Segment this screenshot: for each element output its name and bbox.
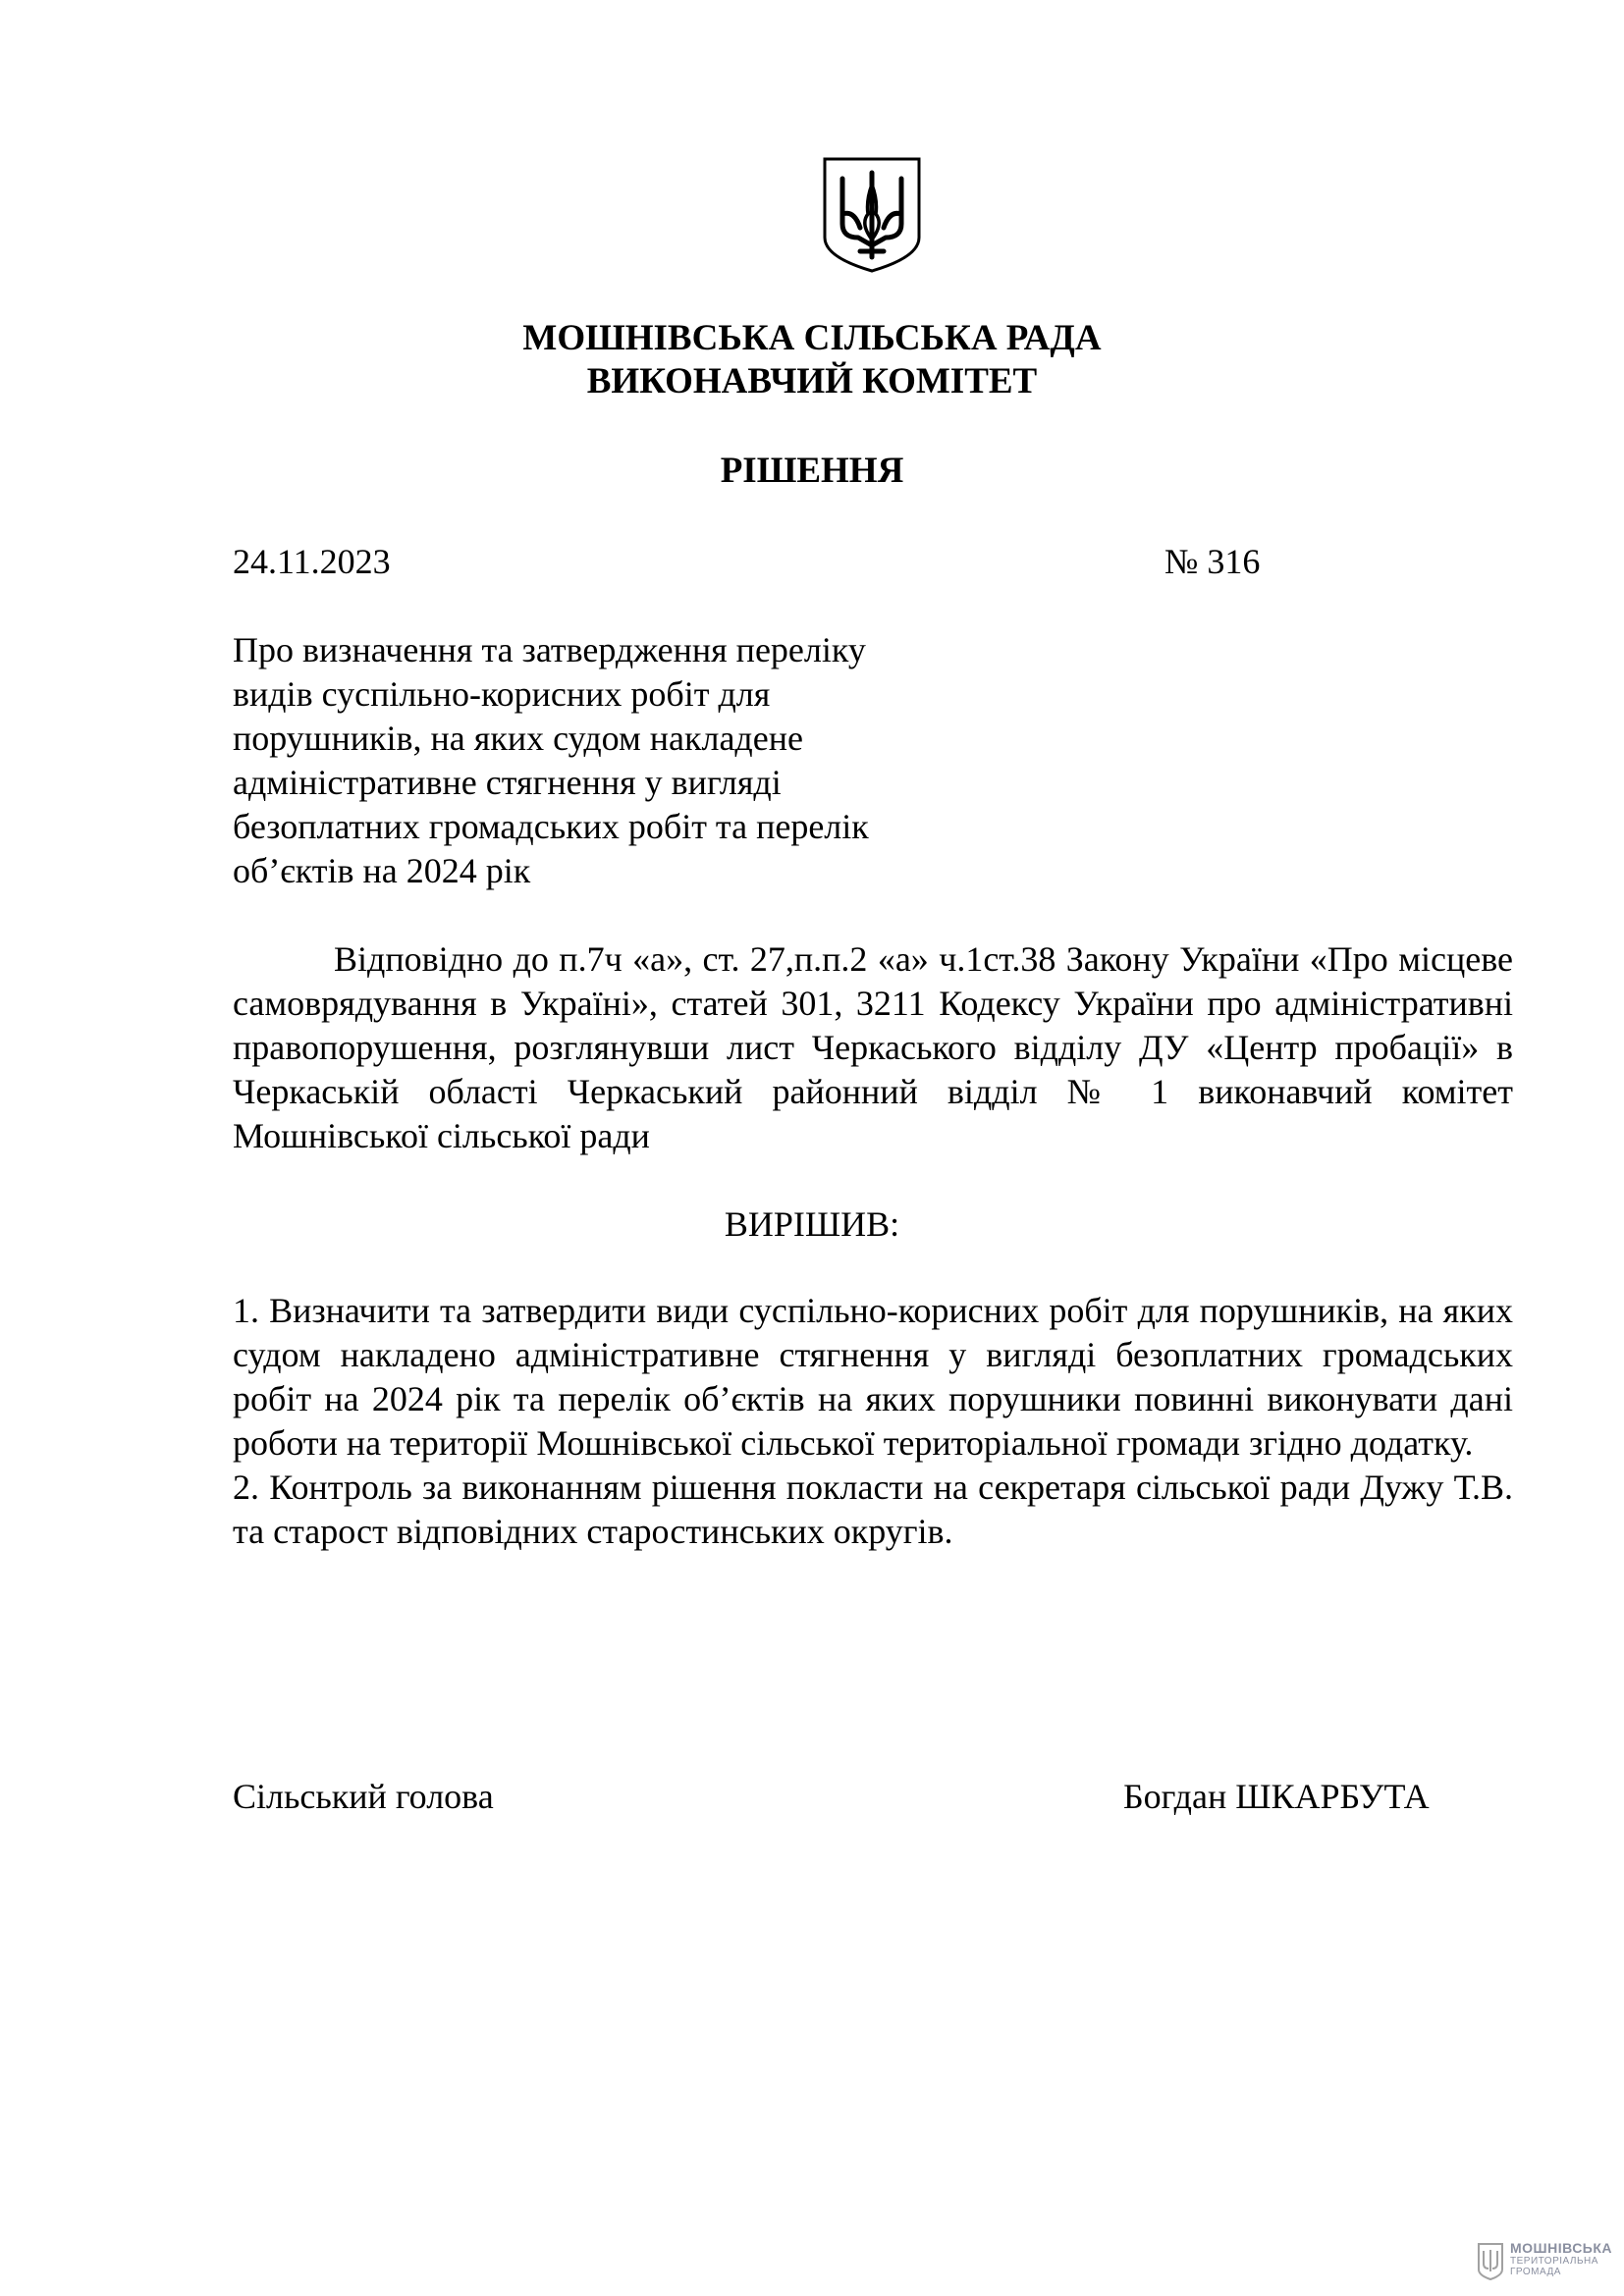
- decision-items: [233, 1289, 1513, 1554]
- document-subject: [233, 628, 940, 893]
- signatory-position: Сільський голова: [233, 1777, 494, 1816]
- signatory-name: Богдан ШКАРБУТА: [1123, 1777, 1430, 1816]
- coat-of-arms-emblem: [821, 155, 923, 275]
- subject-line: об’єктів на 2024 рік: [233, 851, 531, 890]
- watermark-line: МОШНІВСЬКА: [1510, 2240, 1613, 2256]
- decision-item-2: 2. Контроль за виконанням рішення покласти на секретаря сільської ради Дужу Т.В. та старост відповідних старостинських округів.: [233, 1468, 1513, 1551]
- subject-line: видів суспільно-корисних робіт для: [233, 674, 771, 714]
- subject-line: безоплатних громадських робіт та перелік: [233, 807, 869, 846]
- preamble-paragraph: [233, 937, 1513, 1158]
- watermark-trident-icon: [1477, 2242, 1504, 2281]
- decision-item-1: 1. Визначити та затвердити види суспільно-корисних робіт для порушників, на яких судом накладено адміністративне стягнення у вигляді безоплатних громадських робіт на 2024 рік та перелік об’єктів на яких порушники повинні виконувати дані роботи на території Мошнівської сільської територіальної громади згідно додатку.: [233, 1291, 1513, 1463]
- document-number: № 316: [1164, 542, 1261, 581]
- decided-heading: ВИРІШИВ:: [724, 1204, 900, 1244]
- document-date: 24.11.2023: [233, 542, 391, 581]
- subject-line: адміністративне стягнення у вигляді: [233, 763, 782, 802]
- organization-name: МОШНІВСЬКА СІЛЬСЬКА РАДА: [522, 318, 1102, 358]
- watermark-text: [1510, 2241, 1612, 2277]
- watermark-line: ГРОМАДА: [1510, 2267, 1561, 2277]
- subject-line: Про визначення та затвердження переліку: [233, 630, 866, 669]
- watermark-line: ТЕРИТОРІАЛЬНА: [1510, 2256, 1598, 2267]
- committee-name: ВИКОНАВЧИЙ КОМІТЕТ: [586, 361, 1038, 401]
- subject-line: порушників, на яких судом накладене: [233, 719, 803, 758]
- preamble-text: Відповідно до п.7ч «а», ст. 27,п.п.2 «а» ч.1ст.38 Закону України «Про місцеве самоврядування в Україні», статей 301, 3211 Кодексу України про адміністративні правопорушення, розглянувши лист Черкаського відділу ДУ «Центр пробації» в Черкаській області Черкаський районний відділ № 1 виконавчий комітет Мошнівської сільської ради: [233, 939, 1513, 1155]
- document-type: РІШЕННЯ: [720, 451, 904, 491]
